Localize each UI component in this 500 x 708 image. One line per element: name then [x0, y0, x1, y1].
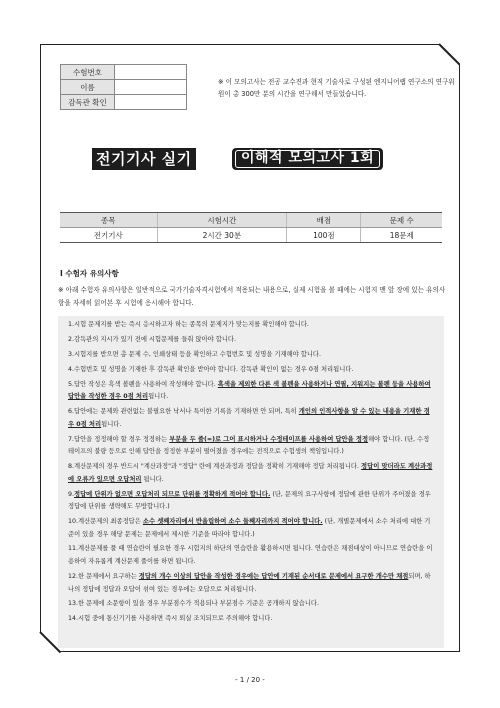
rule-item — [68, 543, 434, 568]
rule-item — [68, 434, 434, 459]
candidate-info-table — [60, 64, 187, 110]
exam-data-row — [60, 228, 442, 243]
rule-item — [68, 406, 434, 431]
rule-text: 수험번호 및 성명을 기재한 후 감독관 확인을 받아야 합니다. 감독관 확인이 없는 경우 0점 처리됩니다. — [74, 365, 354, 373]
page-number: - 1 / 20 - — [235, 676, 265, 684]
rule-text: 계산문제의 경우 반드시 "계산과정"과 "정답" 란에 계산과정과 정답을 정확히 기재해야 정답 처리됩니다. — [74, 463, 362, 471]
rule-number: 7. — [68, 435, 75, 443]
rule-emphasis: 정답의 개수 이상의 답안을 작성한 경우에는 답안에 기재된 순서대로 문제에서 요구한 개수만 채점 — [138, 572, 409, 580]
rule-number: 6. — [68, 408, 75, 416]
exam-header-row — [60, 213, 442, 228]
rule-item — [68, 349, 434, 362]
rule-text: 한 문제에서 요구하는 — [78, 572, 139, 580]
rule-item — [68, 364, 434, 377]
rules-box — [58, 316, 444, 648]
rule-text: 감독관의 지시가 있기 전에 시험문제를 들춰 앉아야 합니다. — [74, 335, 237, 343]
rule-emphasis: 흑색을 제외한 다른 색 볼펜을 사용하거나 연필, 지워지는 볼펜 등을 사용하여 답안을 작성한 경우 0점 처리 — [68, 380, 431, 401]
rules-list — [58, 316, 444, 626]
rule-text: 답안을 정정해야 할 경우 정정하는 — [74, 435, 170, 443]
rule-number: 13. — [68, 600, 79, 608]
exam-header-cell: 종목 — [60, 213, 157, 228]
rule-number: 2. — [68, 335, 75, 343]
rule-text: 답안에는 문제와 관련없는 불필요한 낙서나 특이한 기록을 기재하면 안 되며, 특히 — [74, 408, 299, 416]
rule-number: 14. — [68, 615, 79, 623]
rule-number: 10. — [68, 517, 79, 525]
rule-text: 시험 문제지를 받는 즉시 응시하고자 하는 종목의 문제지가 맞는지를 확인해야 합니다. — [74, 321, 309, 328]
section-heading: Ⅰ 수험자 유의사항 — [60, 269, 119, 278]
rule-text: (단, 개별문제에서 소수 처리에 대한 기준이 있을 경우 해당 문제는 문제에서 제시한 기준을 따라야 합니다.) — [68, 517, 431, 538]
rule-text: 됩니다. — [101, 420, 122, 428]
rule-text: 해야 합니다. (단, 수정테이프의 불량 등으로 인해 답안을 정정한 부분이 떨어졌을 경우에는 전적으로 수험생의 책임입니다.) — [68, 435, 430, 456]
exam-data-cell: 2시간 30분 — [157, 228, 287, 243]
name-field[interactable] — [115, 80, 187, 95]
rule-number: 5. — [68, 380, 75, 388]
rule-text: 됩니다. — [141, 475, 164, 483]
exam-number-field[interactable] — [115, 65, 187, 80]
rule-item — [68, 319, 434, 332]
notice-text: ※ 이 모의고사는 전공 교수진과 현직 기술사로 구성된 엔지니어랩 연구소의 연구위원이 총 300만 분의 시간을 연구해서 만들었습니다. — [218, 78, 455, 98]
intro-text: ※ 아래 수험자 유의사항은 일반적으로 국가기술자격시험에서 적용되는 내용으로, 실제 시험을 볼 때에는 시험지 맨 앞 장에 있는 유의사항을 자세히 읽어본 후 시험에 응시해야 합니다. — [58, 286, 446, 307]
rule-text: 시험 중에 통신기기를 사용하면 즉시 퇴실 조치되므로 주의해야 합니다. — [78, 615, 273, 623]
exam-data-cell: 전기기사 — [60, 228, 157, 243]
rule-number: 12. — [68, 572, 79, 580]
rule-emphasis: 정답이 맞더라도 계산과정에 오류가 있으면 오답처리 — [68, 463, 433, 483]
rule-text: 됩니다. — [148, 393, 169, 401]
exam-header-cell: 배점 — [287, 213, 361, 228]
rule-number: 4. — [68, 365, 75, 373]
exam-data-cell: 18문제 — [361, 228, 442, 243]
rule-text: 되며, 하나의 정답에 정답과 오답이 섞여 있는 경우에는 오답으로 처리됩니다. — [68, 572, 431, 593]
rule-text: 계산문제의 최종정답은 — [78, 517, 143, 525]
rule-text: 한 문제에 소문항이 있을 경우 부분점수가 적용되나 부분점수 기준은 공개하지 않습니다. — [78, 600, 320, 608]
rule-item — [68, 516, 434, 541]
info-label: 이름 — [61, 80, 115, 95]
title-sub-box — [232, 148, 383, 170]
rule-emphasis: 정답에 단위가 없으면 오답처리 되므로 단위를 정확하게 적어야 합니다. — [74, 490, 271, 498]
title-banner — [92, 148, 410, 170]
rule-emphasis: 부분을 두 줄(=)로 그어 표시하거나 수정테이프를 사용하여 답안을 정정 — [169, 435, 369, 443]
rule-number: 11. — [68, 545, 79, 553]
rule-number: 8. — [68, 463, 75, 471]
rule-emphasis: 소수 셋째자리에서 반올림하여 소수 둘째자리까지 적어야 합니다. — [142, 517, 323, 525]
rule-text: 시험지를 받으면 총 문제 수, 인쇄상태 등을 확인하고 수험번호 및 성명을 기재해야 합니다. — [74, 350, 322, 358]
exam-data-cell: 100점 — [287, 228, 361, 243]
info-row — [61, 65, 187, 80]
rule-emphasis: 개인의 인적사항을 알 수 있는 내용을 기재한 경우 0점 처리 — [68, 408, 430, 428]
rule-item — [68, 461, 434, 486]
rule-item — [68, 598, 434, 611]
rule-number: 9. — [68, 490, 75, 498]
rule-item — [68, 379, 434, 404]
title-main: 전기기사 실기 — [92, 148, 196, 170]
info-label: 수험번호 — [61, 65, 115, 80]
info-row — [61, 95, 187, 110]
rule-text: 계산문제를 풀 때 연습란이 필요한 경우 시험지의 하단의 연습란을 활용하시면 됩니다. 연습란은 채점대상이 아니므로 연습란을 이용하여 자유롭게 계산문제 풀이를 하면 됩니다. — [68, 545, 433, 566]
rule-text: 답안 작성은 흑색 볼펜을 사용하여 작성해야 합니다. — [74, 380, 218, 388]
exam-info-table — [60, 212, 442, 243]
info-label: 감독관 확인 — [61, 95, 115, 110]
rule-text: (단, 문제의 요구사항에 정답에 관한 단위가 주어졌을 경우 정답에 단위를 생략해도 무방합니다.) — [68, 490, 431, 511]
rule-item — [68, 489, 434, 514]
info-row — [61, 80, 187, 95]
title-sub: 이해적 모의고사 1회 — [235, 150, 380, 168]
rule-number: 3. — [68, 350, 75, 358]
rule-item — [68, 571, 434, 596]
rule-item — [68, 613, 434, 626]
rule-item — [68, 334, 434, 347]
exam-header-cell: 문제 수 — [361, 213, 442, 228]
exam-header-cell: 시험시간 — [157, 213, 287, 228]
rule-number: 1. — [68, 321, 75, 328]
supervisor-check-field[interactable] — [115, 95, 187, 110]
